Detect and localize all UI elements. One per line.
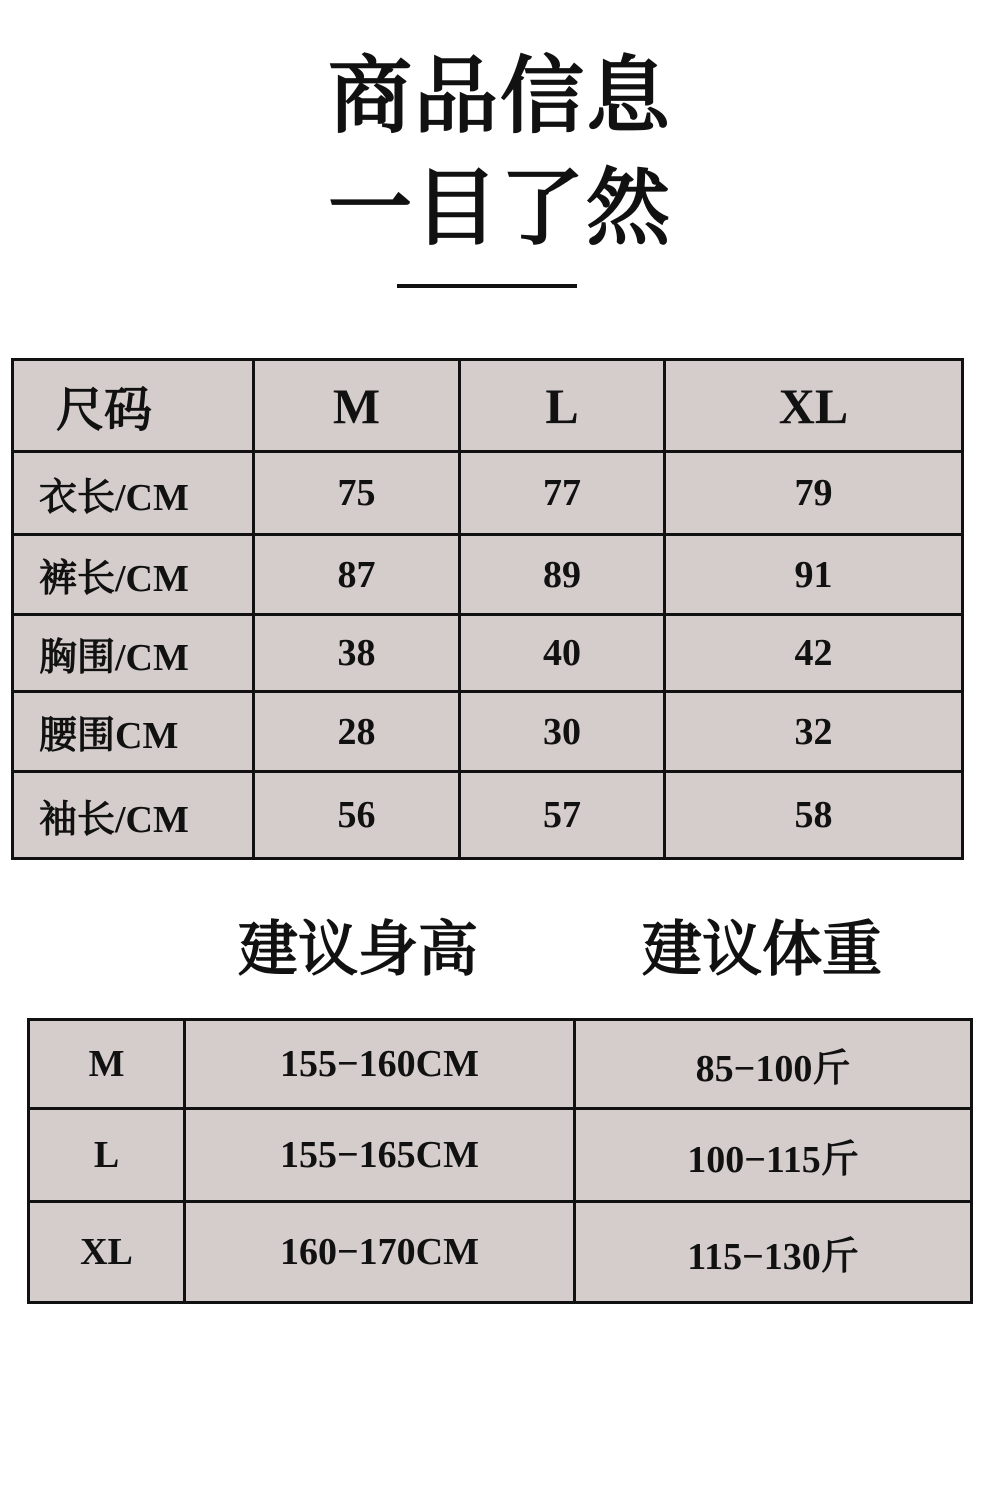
table-row: [13, 535, 963, 615]
fit-recommendation-table: [27, 1018, 973, 1304]
table-row: [29, 1020, 972, 1109]
suggested-weight-heading: 建议体重: [642, 915, 882, 985]
cell-value: 28: [254, 692, 460, 772]
row-label-length: 衣长/CM: [13, 452, 254, 535]
cell-value: 91: [665, 535, 963, 615]
fit-size-l: L: [29, 1109, 185, 1202]
cell-value: 32: [665, 692, 963, 772]
cell-value: 89: [460, 535, 665, 615]
row-label-pants: 裤长/CM: [13, 535, 254, 615]
title-divider: [397, 284, 577, 288]
fit-size-xl: XL: [29, 1202, 185, 1303]
table-row: [13, 615, 963, 692]
row-label-sleeve: 袖长/CM: [13, 772, 254, 859]
fit-size-m: M: [29, 1020, 185, 1109]
size-chart-table: [11, 358, 964, 860]
fit-weight-m: 85−100斤: [575, 1020, 972, 1109]
table-row: [29, 1202, 972, 1303]
cell-value: 40: [460, 615, 665, 692]
size-header-xl: XL: [665, 360, 963, 452]
cell-value: 58: [665, 772, 963, 859]
title-line-1: 商品信息: [327, 47, 672, 145]
table-row: [13, 692, 963, 772]
row-label-waist: 腰围CM: [13, 692, 254, 772]
page-title: [0, 40, 1000, 264]
size-header-l: L: [460, 360, 665, 452]
title-line-2: 一目了然: [327, 159, 672, 257]
table-row: [13, 452, 963, 535]
table-row: [29, 1109, 972, 1202]
cell-value: 56: [254, 772, 460, 859]
size-header-m: M: [254, 360, 460, 452]
cell-value: 38: [254, 615, 460, 692]
fit-height-m: 155−160CM: [185, 1020, 575, 1109]
fit-height-xl: 160−170CM: [185, 1202, 575, 1303]
cell-value: 57: [460, 772, 665, 859]
suggested-height-heading: 建议身高: [238, 915, 478, 985]
cell-value: 42: [665, 615, 963, 692]
size-header-label: 尺码: [13, 360, 254, 452]
fit-height-l: 155−165CM: [185, 1109, 575, 1202]
fit-weight-xl: 115−130斤: [575, 1202, 972, 1303]
size-table-header-row: [13, 360, 963, 452]
cell-value: 75: [254, 452, 460, 535]
row-label-chest: 胸围/CM: [13, 615, 254, 692]
table-row: [13, 772, 963, 859]
cell-value: 79: [665, 452, 963, 535]
cell-value: 87: [254, 535, 460, 615]
cell-value: 77: [460, 452, 665, 535]
fit-weight-l: 100−115斤: [575, 1109, 972, 1202]
cell-value: 30: [460, 692, 665, 772]
